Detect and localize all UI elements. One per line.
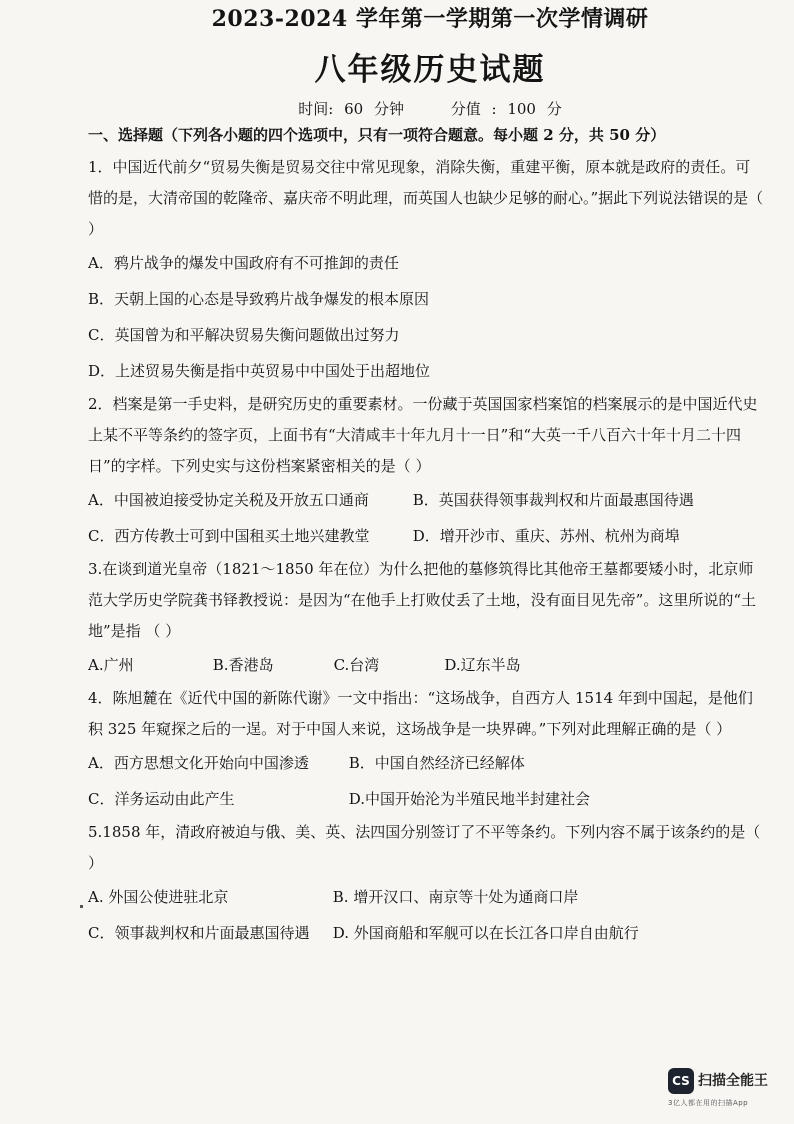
question-2-option-d: D．增开沙市、重庆、苏州、杭州为商埠 xyxy=(412,527,680,545)
camscanner-logo-icon: CS xyxy=(668,1068,694,1094)
exam-header: 2023-2024 学年第一学期第一次学情调研 xyxy=(211,6,649,32)
question-5-options-row-1 xyxy=(88,879,764,915)
question-2-options-row-1 xyxy=(88,482,764,518)
question-2-options-row-2 xyxy=(88,518,764,554)
section-heading: 一、选择题（下列各小题的四个选项中，只有一项符合题意。每小题 2 分，共 50 分） xyxy=(88,126,666,144)
question-2-stem: 2．档案是第一手史料，是研究历史的重要素材。一份藏于英国国家档案馆的档案展示的是中国近代史上某不平等条约的签字页，上面书有“大清咸丰十年九月十一日”和“大英一千八百六十年十月二十四日”的字样。下列史实与这份档案紧密相关的是（ ） xyxy=(88,395,758,475)
question-3-options-row xyxy=(88,647,764,683)
question-2-option-c: C．西方传教士可到中国租买土地兴建教堂 xyxy=(88,527,370,545)
question-4-stem: 4．陈旭麓在《近代中国的新陈代谢》一文中指出：“这场战争，自西方人 1514 年到中国起，是他们积 325 年窥探之后的一逞。对于中国人来说，这场战争是一块界碑。”下列对此理解正确的是（ ） xyxy=(88,689,753,738)
scanner-tagline: 3亿人都在用的扫描App xyxy=(668,1099,749,1107)
question-3-option-b: B.香港岛 xyxy=(212,656,274,674)
scan-speck xyxy=(80,905,83,908)
question-1-option-a: A．鸦片战争的爆发中国政府有不可推卸的责任 xyxy=(88,254,399,272)
question-5-option-d: D. 外国商船和军舰可以在长江各口岸自由航行 xyxy=(332,924,639,942)
question-4-option-d: D.中国开始沦为半殖民地半封建社会 xyxy=(348,790,591,808)
exam-meta xyxy=(96,96,764,122)
question-4-option-a: A．西方思想文化开始向中国渗透 xyxy=(88,754,309,772)
question-2-option-a: A．中国被迫接受协定关税及开放五口通商 xyxy=(88,491,369,509)
question-4-option-c: C．洋务运动由此产生 xyxy=(88,790,235,808)
page-title: 八年级历史试题 xyxy=(314,52,546,88)
question-1-stem: 1．中国近代前夕“贸易失衡是贸易交往中常见现象，消除失衡，重建平衡，原本就是政府的责任。可惜的是，大清帝国的乾隆帝、嘉庆帝不明此理，而英国人也缺少足够的耐心。”据此下列说法错误的是（ ） xyxy=(88,158,764,238)
scanner-watermark xyxy=(668,1066,776,1110)
question-1-option-c: C．英国曾为和平解决贸易失衡问题做出过努力 xyxy=(88,326,400,344)
question-4-options-row-2 xyxy=(88,781,764,817)
exam-time: 时间: 60 分钟 xyxy=(298,100,404,118)
question-4-option-b: B．中国自然经济已经解体 xyxy=(348,754,525,772)
question-5-stem: 5.1858 年，清政府被迫与俄、美、英、法四国分别签订了不平等条约。下列内容不属于该条约的是（ ） xyxy=(88,823,761,872)
question-3-stem: 3.在谈到道光皇帝（1821～1850 年在位）为什么把他的墓修筑得比其他帝王墓都要矮小时，北京师范大学历史学院龚书铎教授说：是因为“在他手上打败仗丢了土地，没有面目见先帝”。这里所说的“土地”是指 （ ） xyxy=(88,560,757,640)
question-5-options-row-2 xyxy=(88,915,764,951)
question-3-option-c: C.台湾 xyxy=(333,656,380,674)
question-5-option-a: A. 外国公使进驻北京 xyxy=(88,888,229,906)
question-1-option-b: B．天朝上国的心态是导致鸦片战争爆发的根本原因 xyxy=(88,290,430,308)
question-1-option-d: D．上述贸易失衡是指中英贸易中中国处于出超地位 xyxy=(88,362,431,380)
exam-score: 分值 : 100 分 xyxy=(450,100,562,118)
scanner-app-name: 扫描全能王 xyxy=(698,1073,768,1089)
question-4-options-row-1 xyxy=(88,745,764,781)
question-3-option-a: A.广州 xyxy=(88,656,134,674)
question-5-option-b: B. 增开汉口、南京等十处为通商口岸 xyxy=(332,888,579,906)
question-2-option-b: B．英国获得领事裁判权和片面最惠国待遇 xyxy=(412,491,694,509)
question-3-option-d: D.辽东半岛 xyxy=(444,656,521,674)
question-5-option-c: C．领事裁判权和片面最惠国待遇 xyxy=(88,924,310,942)
